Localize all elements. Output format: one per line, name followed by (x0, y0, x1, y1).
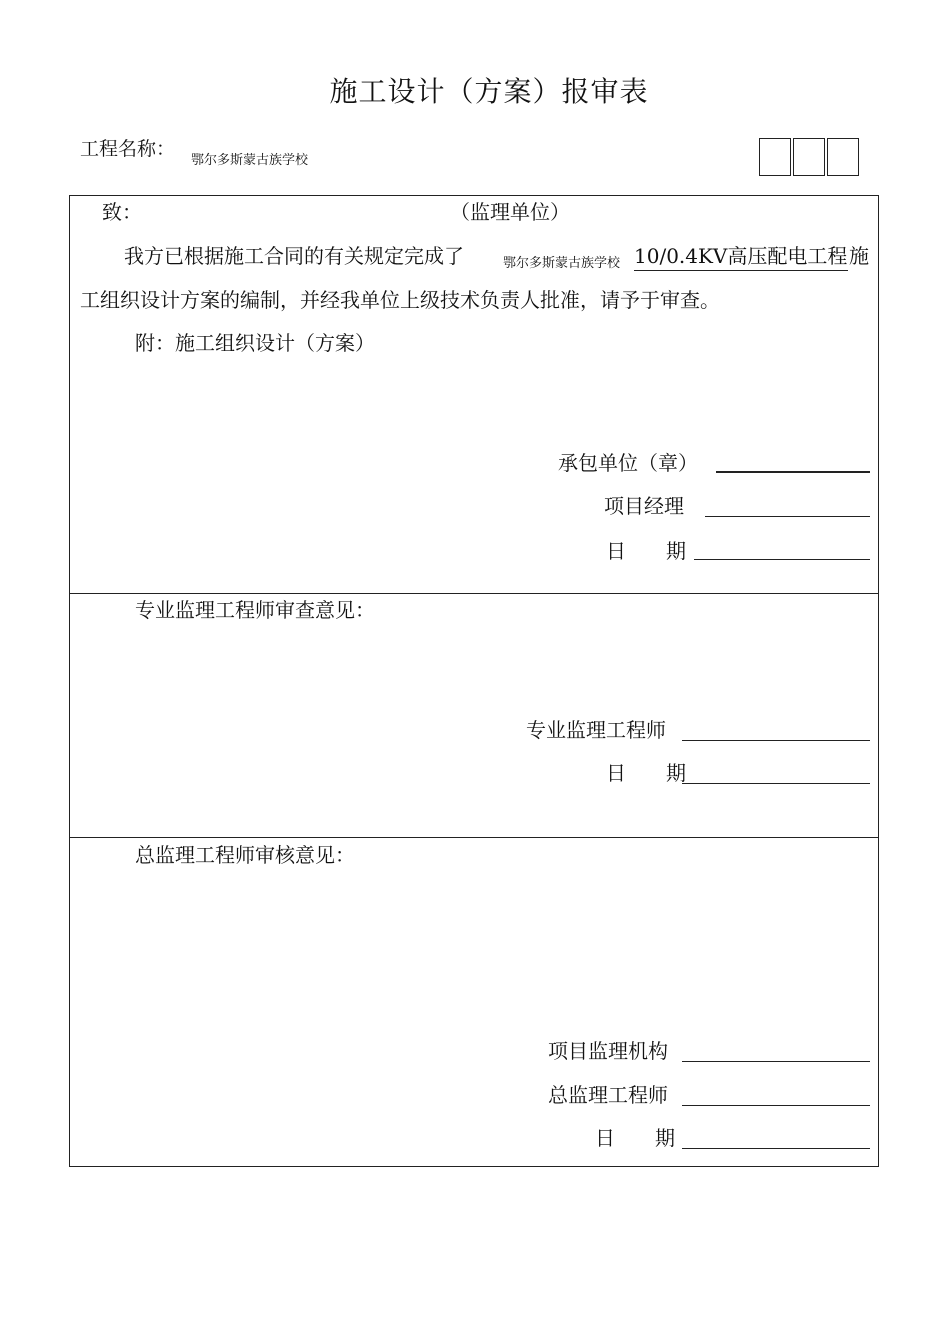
date-line-1[interactable] (694, 559, 870, 560)
body-project-title: 10/0.4KV高压配电工程 (634, 240, 848, 271)
date-label-3: 日 期 (595, 1126, 675, 1150)
supervisor-unit-label: （监理单位） (450, 200, 570, 224)
number-box-3[interactable] (827, 138, 859, 176)
chief-engineer-label: 总监理工程师 (548, 1083, 668, 1107)
date-label-2: 日 期 (606, 761, 686, 785)
body-text-line2: 工组织设计方案的编制，并经我单位上级技术负责人批准，请予于审查。 (80, 288, 720, 312)
page-title: 施工设计（方案）报审表 (329, 75, 649, 108)
project-name-value[interactable]: 鄂尔多斯蒙古族学校 (191, 153, 309, 168)
contractor-signature-line[interactable] (716, 471, 870, 473)
chief-review-heading: 总监理工程师审核意见： (135, 843, 355, 867)
chief-engineer-signature-line[interactable] (682, 1105, 870, 1106)
project-manager-signature-line[interactable] (705, 516, 870, 517)
supervision-org-signature-line[interactable] (682, 1061, 870, 1062)
body-text-line1-end: 施 (849, 244, 869, 268)
engineer-label: 专业监理工程师 (526, 718, 666, 742)
attachment-label: 附：施工组织设计（方案） (135, 331, 375, 355)
number-box-1[interactable] (759, 138, 791, 176)
supervision-org-label: 项目监理机构 (548, 1039, 668, 1063)
section-divider-2 (69, 837, 879, 838)
number-box-2[interactable] (793, 138, 825, 176)
to-label: 致： (102, 200, 142, 224)
date-line-3[interactable] (682, 1148, 870, 1149)
body-text-prefix: 我方已根据施工合同的有关规定完成了 (124, 244, 464, 268)
engineer-review-heading: 专业监理工程师审查意见： (135, 598, 375, 622)
date-label-1: 日 期 (606, 539, 686, 563)
project-manager-label: 项目经理 (604, 494, 684, 518)
engineer-signature-line[interactable] (682, 740, 870, 741)
contractor-label: 承包单位（章） (558, 451, 698, 475)
body-project-name: 鄂尔多斯蒙古族学校 (503, 256, 621, 271)
date-line-2[interactable] (682, 783, 870, 784)
project-name-label: 工程名称： (80, 138, 176, 160)
